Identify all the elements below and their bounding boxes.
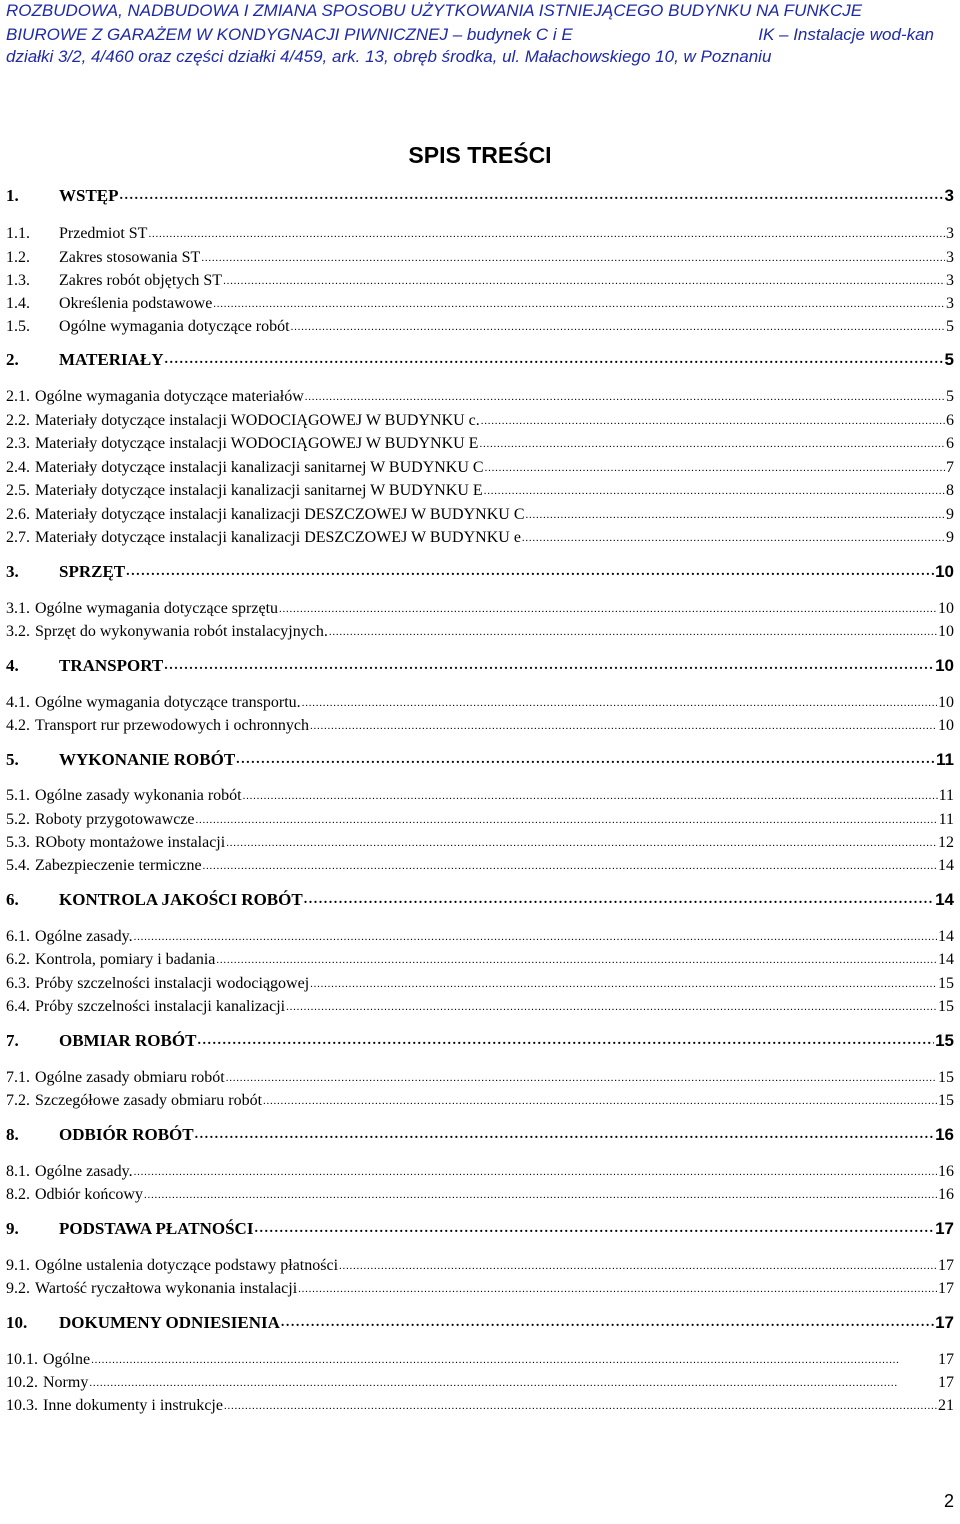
toc-dot-leader bbox=[197, 1029, 934, 1051]
toc-entry-title: Materiały dotyczące instalacji WODOCIĄGOWEJ W BUDYNKU E bbox=[35, 435, 479, 452]
toc-entry-title: SPRZĘT bbox=[59, 562, 126, 581]
toc-subsection[interactable] bbox=[6, 221, 954, 243]
toc-dot-leader bbox=[224, 1393, 937, 1415]
toc-subsection[interactable] bbox=[6, 384, 954, 406]
toc-entry-page: 10 bbox=[938, 717, 954, 734]
toc-entry-title: Materiały dotyczące instalacji kanalizacji DESZCZOWEJ W BUDYNKU e bbox=[35, 529, 521, 546]
toc-entry-title: Określenia podstawowe bbox=[59, 295, 213, 312]
toc-dot-leader bbox=[196, 807, 938, 829]
toc-entry-title: Materiały dotyczące instalacji WODOCIĄGOWEJ W BUDYNKU c. bbox=[35, 412, 480, 429]
toc-section[interactable] bbox=[6, 1217, 954, 1239]
toc-entry-page: 17 bbox=[938, 1351, 954, 1368]
toc-entry-number: 2. bbox=[6, 350, 59, 370]
toc-dot-leader bbox=[243, 783, 938, 805]
toc-entry-title: PODSTAWA PŁATNOŚCI bbox=[59, 1219, 254, 1238]
toc-entry-page: 5 bbox=[946, 388, 954, 405]
toc-entry-number: 1.1. bbox=[6, 225, 59, 243]
toc-subsection[interactable] bbox=[6, 971, 954, 993]
toc-entry-title: Próby szczelności instalacji wodociągowej bbox=[35, 975, 310, 992]
toc-entry-number: 5.3. bbox=[6, 834, 35, 852]
toc-entry-title: Ogólne wymagania dotyczące robót bbox=[59, 318, 290, 335]
toc-subsection[interactable] bbox=[6, 478, 954, 500]
toc-entry-number: 3.1. bbox=[6, 600, 35, 618]
toc-dot-leader bbox=[226, 830, 937, 852]
toc-dot-leader bbox=[203, 853, 937, 875]
toc-entry-page: 8 bbox=[946, 482, 954, 499]
toc-entry-number: 2.4. bbox=[6, 459, 35, 477]
toc-dot-leader bbox=[329, 619, 937, 641]
toc-subsection[interactable] bbox=[6, 268, 954, 290]
toc-entry-number: 7. bbox=[6, 1031, 59, 1051]
toc-entry-title: Ogólne wymagania dotyczące sprzętu bbox=[35, 600, 279, 617]
toc-dot-leader bbox=[263, 1088, 937, 1110]
toc-entry-number: 9. bbox=[6, 1219, 59, 1239]
toc-entry-page: 3 bbox=[946, 272, 954, 289]
toc-entry-number: 2.5. bbox=[6, 482, 35, 500]
toc-subsection[interactable] bbox=[6, 924, 954, 946]
toc-entry-title: Materiały dotyczące instalacji kanalizacji DESZCZOWEJ W BUDYNKU C bbox=[35, 506, 525, 523]
toc-subsection[interactable] bbox=[6, 619, 954, 641]
toc-entry-title: MATERIAŁY bbox=[59, 350, 164, 369]
toc-entry-page: 9 bbox=[946, 529, 954, 546]
toc-subsection[interactable] bbox=[6, 783, 954, 805]
toc-entry-number: 4. bbox=[6, 656, 59, 676]
toc-entry-number: 10.3. bbox=[6, 1397, 43, 1415]
toc-entry-page: 9 bbox=[946, 506, 954, 523]
toc-dot-leader bbox=[148, 221, 945, 243]
toc-subsection[interactable] bbox=[6, 1393, 954, 1415]
toc-subsection[interactable] bbox=[6, 291, 954, 313]
toc-dot-leader bbox=[522, 525, 945, 547]
toc-entry-title: Ogólne wymagania dotyczące materiałów bbox=[35, 388, 304, 405]
toc-entry-page: 3 bbox=[946, 249, 954, 266]
header-line-3: działki 3/2, 4/460 oraz części działki 4/459, ark. 13, obręb środka, ul. Małachowskiego 10, w Poznaniu bbox=[6, 47, 772, 66]
toc-dot-leader bbox=[286, 994, 937, 1016]
toc-section[interactable] bbox=[6, 748, 954, 770]
toc-entry-title: ODBIÓR ROBÓT bbox=[59, 1125, 194, 1144]
toc-entry-title: KONTROLA JAKOŚCI ROBÓT bbox=[59, 890, 303, 909]
toc-entry-number: 1.2. bbox=[6, 249, 59, 267]
toc-entry-title: TRANSPORT bbox=[59, 656, 164, 675]
toc-entry-number: 8.2. bbox=[6, 1186, 35, 1204]
toc-subsection[interactable] bbox=[6, 596, 954, 618]
toc-entry-page: 7 bbox=[946, 459, 954, 476]
toc-subsection[interactable] bbox=[6, 1276, 954, 1298]
toc-entry-title: Ogólne zasady obmiaru robót bbox=[35, 1069, 225, 1086]
toc-dot-leader bbox=[339, 1253, 937, 1275]
toc-entry-page: 14 bbox=[938, 928, 954, 945]
toc-subsection[interactable] bbox=[6, 1159, 954, 1181]
toc-entry-title: DOKUMENY ODNIESIENIA bbox=[59, 1313, 280, 1332]
toc-entry-page: 15 bbox=[938, 975, 954, 992]
toc-entry-title: ROboty montażowe instalacji bbox=[35, 834, 226, 851]
toc-section[interactable] bbox=[6, 654, 954, 676]
toc-subsection[interactable] bbox=[6, 502, 954, 524]
toc-subsection[interactable] bbox=[6, 853, 954, 875]
toc-entry-page: 5 bbox=[944, 350, 954, 369]
toc-entry-title: Ogólne ustalenia dotyczące podstawy płatności bbox=[35, 1257, 339, 1274]
toc-entry-page: 12 bbox=[938, 834, 954, 851]
toc-dot-leader bbox=[195, 1123, 934, 1145]
toc-entry-page: 10 bbox=[935, 562, 954, 581]
toc-entry-page: 15 bbox=[935, 1031, 954, 1050]
toc-entry-title: Zakres robót objętych ST bbox=[59, 272, 223, 289]
toc-entry-number: 8.1. bbox=[6, 1163, 35, 1181]
toc-subsection[interactable] bbox=[6, 1065, 954, 1087]
toc-entry-title: WSTĘP bbox=[59, 186, 119, 205]
toc-entry-number: 10.2. bbox=[6, 1374, 43, 1392]
toc-entry-number: 9.2. bbox=[6, 1280, 35, 1298]
toc-dot-leader bbox=[201, 245, 945, 267]
toc-entry-page: 11 bbox=[938, 787, 954, 804]
toc-section[interactable] bbox=[6, 184, 954, 206]
toc-section[interactable] bbox=[6, 348, 954, 370]
toc-subsection[interactable] bbox=[6, 713, 954, 735]
toc-dot-leader bbox=[216, 947, 937, 969]
toc-entry-page: 15 bbox=[938, 1092, 954, 1109]
toc-dot-leader bbox=[484, 478, 945, 500]
toc-entry-number: 7.1. bbox=[6, 1069, 35, 1087]
toc-entry-page: 17 bbox=[935, 1219, 954, 1238]
toc-dot-leader bbox=[134, 1159, 937, 1181]
toc-dot-leader bbox=[479, 431, 945, 453]
toc-entry-number: 4.2. bbox=[6, 717, 35, 735]
toc-entry-title: Wartość ryczałtowa wykonania instalacji bbox=[35, 1280, 298, 1297]
toc-subsection[interactable] bbox=[6, 408, 954, 430]
toc-dot-leader bbox=[165, 348, 944, 370]
toc-dot-leader bbox=[91, 1347, 937, 1369]
toc-dot-leader bbox=[254, 1217, 934, 1239]
toc-entry-number: 5. bbox=[6, 750, 59, 770]
toc-subsection[interactable] bbox=[6, 1182, 954, 1204]
toc-entry-page: 3 bbox=[946, 225, 954, 242]
toc-entry-page: 3 bbox=[946, 295, 954, 312]
header-line-2 bbox=[6, 24, 934, 46]
toc-section[interactable] bbox=[6, 1029, 954, 1051]
toc-entry-title: Ogólne zasady. bbox=[35, 1163, 133, 1180]
toc-section[interactable] bbox=[6, 888, 954, 910]
toc-entry-page: 3 bbox=[944, 186, 954, 205]
toc-entry-title: Normy bbox=[43, 1374, 89, 1391]
page-number: 2 bbox=[943, 1491, 954, 1511]
toc-entry-title: Ogólne zasady. bbox=[35, 928, 133, 945]
toc-entry-title: Sprzęt do wykonywania robót instalacyjnych. bbox=[35, 623, 328, 640]
toc-entry-number: 1.3. bbox=[6, 272, 59, 290]
toc-entry-page: 16 bbox=[938, 1186, 954, 1203]
toc-entry-title: Materiały dotyczące instalacji kanalizacji sanitarnej W BUDYNKU E bbox=[35, 482, 483, 499]
toc-entry-number: 2.3. bbox=[6, 435, 35, 453]
toc-entry-number: 6.1. bbox=[6, 928, 35, 946]
toc-entry-page: 17 bbox=[938, 1280, 954, 1297]
toc-entry-number: 10.1. bbox=[6, 1351, 43, 1369]
toc-dot-leader bbox=[226, 1065, 937, 1087]
toc-dot-leader bbox=[302, 690, 937, 712]
toc-entry-page: 15 bbox=[938, 1069, 954, 1086]
toc-entry-number: 6.4. bbox=[6, 998, 35, 1016]
toc-dot-leader bbox=[305, 384, 945, 406]
toc-entry-number: 8. bbox=[6, 1125, 59, 1145]
toc-dot-leader bbox=[526, 502, 946, 524]
toc-subsection[interactable] bbox=[6, 525, 954, 547]
toc-dot-leader bbox=[304, 888, 934, 910]
toc-entry-title: Odbiór końcowy bbox=[35, 1186, 143, 1203]
toc-dot-leader bbox=[213, 291, 945, 313]
toc-dot-leader bbox=[481, 408, 945, 430]
toc-dot-leader bbox=[298, 1276, 937, 1298]
toc-entry-page: 6 bbox=[946, 412, 954, 429]
toc-entry-number: 1. bbox=[6, 186, 59, 206]
toc-entry-title: WYKONANIE ROBÓT bbox=[59, 750, 236, 769]
toc-entry-page: 17 bbox=[935, 1313, 954, 1332]
toc-dot-leader bbox=[134, 924, 937, 946]
toc-dot-leader bbox=[144, 1182, 937, 1204]
toc-entry-title: Transport rur przewodowych i ochronnych bbox=[35, 717, 310, 734]
toc-entry-number: 1.5. bbox=[6, 318, 59, 336]
toc-entry-page: 11 bbox=[936, 750, 954, 769]
header-line-1: ROZBUDOWA, NADBUDOWA I ZMIANA SPOSOBU UŻYTKOWANIA ISTNIEJĄCEGO BUDYNKU NA FUNKCJE bbox=[6, 1, 863, 20]
toc-subsection[interactable] bbox=[6, 1088, 954, 1110]
toc-entry-title: Ogólne bbox=[43, 1351, 91, 1368]
toc-subsection[interactable] bbox=[6, 455, 954, 477]
toc-entry-title: Próby szczelności instalacji kanalizacji bbox=[35, 998, 286, 1015]
toc-dot-leader bbox=[126, 560, 934, 582]
toc-dot-leader bbox=[279, 596, 937, 618]
toc-entry-number: 6.3. bbox=[6, 975, 35, 993]
toc-section[interactable] bbox=[6, 560, 954, 582]
toc-entry-page: 16 bbox=[935, 1125, 954, 1144]
toc-entry-number: 3.2. bbox=[6, 623, 35, 641]
toc-entry-title: Szczegółowe zasady obmiaru robót bbox=[35, 1092, 263, 1109]
toc-entry-title: OBMIAR ROBÓT bbox=[59, 1031, 197, 1050]
toc-subsection[interactable] bbox=[6, 807, 954, 829]
toc-dot-leader bbox=[310, 971, 937, 993]
toc-entry-title: Przedmiot ST bbox=[59, 225, 148, 242]
toc-entry-title: Ogólne wymagania dotyczące transportu. bbox=[35, 694, 301, 711]
toc-dot-leader bbox=[164, 654, 934, 676]
toc-section[interactable] bbox=[6, 1123, 954, 1145]
toc-entry-page: 10 bbox=[935, 656, 954, 675]
toc-entry-title: Zabezpieczenie termiczne bbox=[35, 857, 202, 874]
toc-entry-title: Roboty przygotowawcze bbox=[35, 811, 195, 828]
toc-entry-title: Zakres stosowania ST bbox=[59, 249, 201, 266]
toc-entry-number: 6. bbox=[6, 890, 59, 910]
toc-subsection[interactable] bbox=[6, 690, 954, 712]
header-line-2-right: IK – Instalacje wod-kan bbox=[758, 25, 934, 44]
toc-entry-number: 10. bbox=[6, 1313, 59, 1333]
toc-entry-number: 4.1. bbox=[6, 694, 35, 712]
toc-entry-number: 6.2. bbox=[6, 951, 35, 969]
toc-entry-page: 15 bbox=[938, 998, 954, 1015]
toc-subsection[interactable] bbox=[6, 245, 954, 267]
toc-entry-page: 10 bbox=[938, 600, 954, 617]
toc-entry-title: Inne dokumenty i instrukcje bbox=[43, 1397, 223, 1414]
toc-dot-leader bbox=[310, 713, 937, 735]
toc-entry-number: 2.6. bbox=[6, 506, 35, 524]
toc-title: SPIS TREŚCI bbox=[408, 142, 552, 168]
toc-entry-number: 1.4. bbox=[6, 295, 59, 313]
toc-entry-number: 2.7. bbox=[6, 529, 35, 547]
toc-entry-page: 10 bbox=[938, 694, 954, 711]
toc-dot-leader bbox=[236, 748, 935, 770]
toc-entry-number: 9.1. bbox=[6, 1257, 35, 1275]
toc-entry-title: Materiały dotyczące instalacji kanalizacji sanitarnej W BUDYNKU C bbox=[35, 459, 484, 476]
toc-section[interactable] bbox=[6, 1311, 954, 1333]
toc-entry-page: 6 bbox=[946, 435, 954, 452]
toc-dot-leader bbox=[89, 1370, 937, 1392]
toc-dot-leader bbox=[120, 184, 944, 206]
header-line-2-left: BIUROWE Z GARAŻEM W KONDYGNACJI PIWNICZNEJ – budynek C i E bbox=[6, 25, 573, 44]
toc-entry-page: 16 bbox=[938, 1163, 954, 1180]
toc-entry-page: 17 bbox=[938, 1374, 954, 1391]
toc-dot-leader bbox=[485, 455, 945, 477]
toc-entry-number: 5.4. bbox=[6, 857, 35, 875]
toc-entry-page: 14 bbox=[935, 890, 954, 909]
toc-subsection[interactable] bbox=[6, 947, 954, 969]
toc-entry-number: 2.1. bbox=[6, 388, 35, 406]
toc-entry-page: 10 bbox=[938, 623, 954, 640]
toc-entry-number: 5.1. bbox=[6, 787, 35, 805]
toc-entry-page: 14 bbox=[938, 857, 954, 874]
toc-subsection[interactable] bbox=[6, 994, 954, 1016]
toc-entry-page: 11 bbox=[938, 811, 954, 828]
toc-entry-title: Kontrola, pomiary i badania bbox=[35, 951, 216, 968]
toc-dot-leader bbox=[291, 314, 945, 336]
toc-entry-page: 17 bbox=[938, 1257, 954, 1274]
toc-dot-leader bbox=[223, 268, 945, 290]
toc-subsection[interactable] bbox=[6, 314, 954, 336]
toc-entry-number: 2.2. bbox=[6, 412, 35, 430]
toc-dot-leader bbox=[281, 1311, 934, 1333]
toc-entry-page: 5 bbox=[946, 318, 954, 335]
toc-entry-number: 5.2. bbox=[6, 811, 35, 829]
toc-subsection[interactable] bbox=[6, 1253, 954, 1275]
toc-subsection[interactable] bbox=[6, 1370, 954, 1392]
toc-entry-page: 14 bbox=[938, 951, 954, 968]
toc-entry-number: 3. bbox=[6, 562, 59, 582]
toc-entry-number: 7.2. bbox=[6, 1092, 35, 1110]
toc-entry-title: Ogólne zasady wykonania robót bbox=[35, 787, 242, 804]
toc-subsection[interactable] bbox=[6, 431, 954, 453]
toc-entry-page: 21 bbox=[938, 1397, 954, 1414]
toc-subsection[interactable] bbox=[6, 1347, 954, 1369]
toc-subsection[interactable] bbox=[6, 830, 954, 852]
